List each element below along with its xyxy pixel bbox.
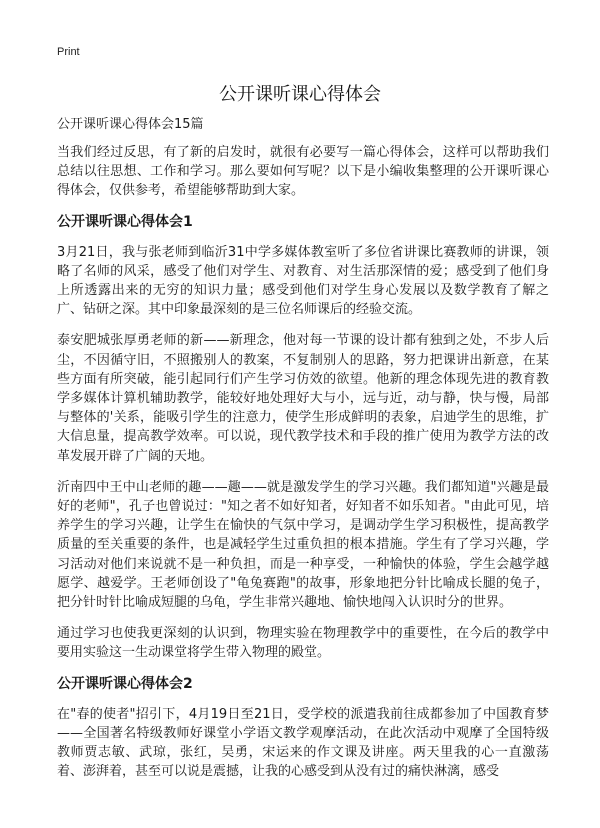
body-paragraph: 3月21日，我与张老师到临沂31中学多媒体教室听了多位省讲课比赛教师的讲课，领略了名师的风采，感受了他们对学生、对教育、对生活那深情的爱；感受到了他们身上所透露出来的无穷的知识力量；感受到他们对学生身心发展以及数学教育了解之广、钻研之深。其中印象最深刻的是三位名师课后的经验交流。 — [57, 244, 549, 318]
body-paragraph: 沂南四中王中山老师的趣——趣——就是激发学生的学习兴趣。我们都知道"兴趣是最好的老师"，孔子也曾说过："知之者不如好知者，好知者不如乐知者。"由此可见，培养学生的学习兴趣，让学生在愉快的气氛中学习，是调动学生学习积极性，提高教学质量的至关重要的条件，也是减轻学生过重负担的根本措施。学生有了学习兴趣，学习活动对他们来说就不是一种负担，而是一种享受，一种愉快的体验，学生会越学越愿学、越爱学。王老师创设了"龟兔赛跑"的故事，形象地把分针比喻成长腿的兔子，把分针时针比喻成短腿的乌龟，学生非常兴趣地、愉快地闯入认识时分的世界。 — [57, 479, 549, 611]
intro-paragraph: 当我们经过反思，有了新的启发时，就很有必要写一篇心得体会，这样可以帮助我们总结以往思想、工作和学习。那么要如何写呢？以下是小编收集整理的公开课听课心得体会，仅供参考，希望能够帮助到大家。 — [57, 145, 549, 199]
body-paragraph: 在"春的使者"招引下，4月19日至21日，受学校的派遣我前往成都参加了中国教育梦——全国著名特级教师好课堂小学语文教学观摩活动，在此次活动中观摩了全国特级教师贾志敏、武琼，张红，吴勇，宋运来的作文课及讲座。两天里我的心一直激荡着、澎湃着，甚至可以说是震撼，让我的心感受到从没有过的痛快淋漓，感受 — [57, 706, 549, 780]
section-heading: 公开课听课心得体会1 — [57, 213, 193, 230]
section-heading: 公开课听课心得体会2 — [57, 675, 193, 692]
body-paragraph: 泰安肥城张厚勇老师的新——新理念，他对每一节课的设计都有独到之处，不步人后尘，不因循守旧，不照搬别人的教案，不复制别人的思路，努力把课讲出新意，在某些方面有所突破，能引起同行们产生学习仿效的欲望。他新的理念体现先进的教育教学多媒体计算机辅助教学，能较好地处理好大与小，远与近，动与静，快与慢，局部与整体的'关系，能吸引学生的注意力，使学生形成鲜明的表象，启迪学生的思维，扩大信息量，提高教学效率。可以说，现代教学技术和手段的推广使用为教学方法的改革发展开辟了广阔的天地。 — [57, 333, 549, 464]
document-body — [57, 117, 549, 793]
body-paragraph: 通过学习也使我更深刻的认识到，物理实验在物理教学中的重要性，在今后的教学中要用实验这一生动课堂将学生带入物理的殿堂。 — [57, 626, 549, 661]
document-subtitle: 公开课听课心得体会15篇 — [57, 117, 204, 132]
document-title: 公开课听课心得体会 — [219, 84, 381, 105]
print-link[interactable]: Print — [57, 46, 80, 58]
